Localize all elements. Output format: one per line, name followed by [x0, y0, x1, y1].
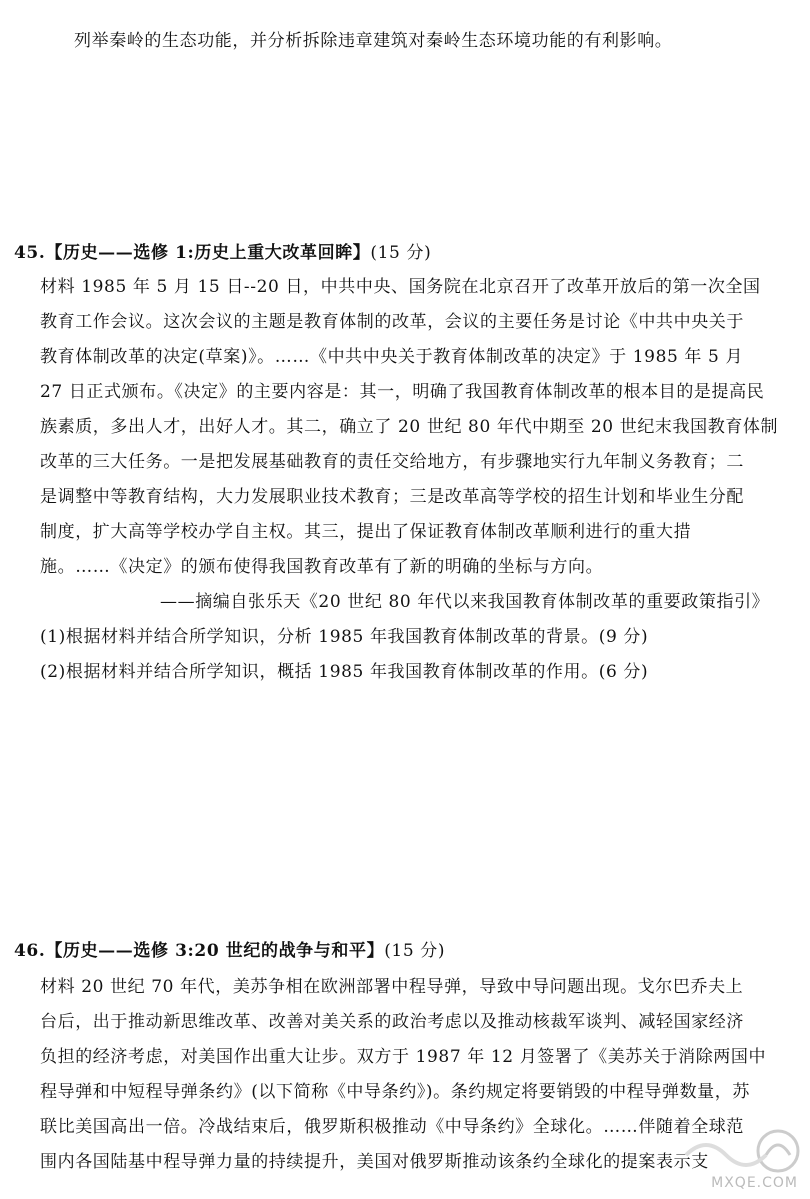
q46-material-line-4: 程导弹和中短程导弹条约》(以下简称《中导条约》)。条约规定将要销毁的中程导弹数量，苏: [40, 1082, 750, 1102]
q45-material-line-2: 教育工作会议。这次会议的主题是教育体制的改革，会议的主要任务是讨论《中共中央关于: [40, 312, 744, 332]
q45-heading-text: 45.【历史——选修 1:历史上重大改革回眸】: [14, 243, 371, 263]
q45-material-line-6: 改革的三大任务。一是把发展基础教育的责任交给地方，有步骤地实行九年制义务教育；二: [40, 452, 744, 472]
intro-line: 列举秦岭的生态功能，并分析拆除违章建筑对秦岭生态环境功能的有利影响。: [74, 31, 673, 51]
q46-material-line-5: 联比美国高出一倍。冷战结束后，俄罗斯积极推动《中导条约》全球化。……伴随着全球范: [40, 1117, 744, 1137]
q46-material-line-6: 围内各国陆基中程导弹力量的持续提升，美国对俄罗斯推动该条约全球化的提案表示支: [40, 1152, 709, 1172]
q45-material-line-9: 施。……《决定》的颁布使得我国教育改革有了新的明确的坐标与方向。: [40, 557, 604, 577]
q46-material-line-2: 台后，出于推动新思维改革、改善对美关系的政治考虑以及推动核裁军谈判、减轻国家经济: [40, 1012, 744, 1032]
q45-score: (15 分): [370, 243, 432, 263]
watermark-text: MXQE.COM: [711, 1175, 798, 1191]
q45-question-1: (1)根据材料并结合所学知识，分析 1985 年我国教育体制改革的背景。(9 分): [40, 627, 649, 647]
q45-source: ——摘编自张乐天《20 世纪 80 年代以来我国教育体制改革的重要政策指引》: [160, 592, 770, 612]
q45-material-line-5: 族素质，多出人才，出好人才。其二，确立了 20 世纪 80 年代中期至 20 世纪末我国教育体制: [40, 417, 779, 437]
watermark-logo: [666, 1125, 806, 1195]
q45-material-line-8: 制度，扩大高等学校办学自主权。其三，提出了保证教育体制改革顺利进行的重大措: [40, 522, 692, 542]
q45-question-2: (2)根据材料并结合所学知识，概括 1985 年我国教育体制改革的作用。(6 分): [40, 662, 649, 682]
q46-material-line-3: 负担的经济考虑，对美国作出重大让步。双方于 1987 年 12 月签署了《美苏关于消除两国中: [40, 1047, 767, 1067]
q46-heading-text: 46.【历史——选修 3:20 世纪的战争与和平】: [14, 941, 385, 961]
q45-material-line-4: 27 日正式颁布。《决定》的主要内容是：其一，明确了我国教育体制改革的根本目的是提高民: [40, 382, 765, 402]
q45-material-line-3: 教育体制改革的决定(草案)》。……《中共中央关于教育体制改革的决定》于 1985 年 5 月: [40, 347, 744, 367]
q45-heading: [14, 242, 431, 264]
q45-material-line-7: 是调整中等教育结构，大力发展职业技术教育；三是改革高等学校的招生计划和毕业生分配: [40, 487, 744, 507]
q46-score: (15 分): [384, 941, 446, 961]
q45-material-line-1: 材料 1985 年 5 月 15 日--20 日，中共中央、国务院在北京召开了改革开放后的第一次全国: [40, 277, 761, 297]
q46-material-line-1: 材料 20 世纪 70 年代，美苏争相在欧洲部署中程导弹，导致中导问题出现。戈尔巴乔夫上: [40, 977, 744, 997]
q46-heading: [14, 940, 445, 962]
